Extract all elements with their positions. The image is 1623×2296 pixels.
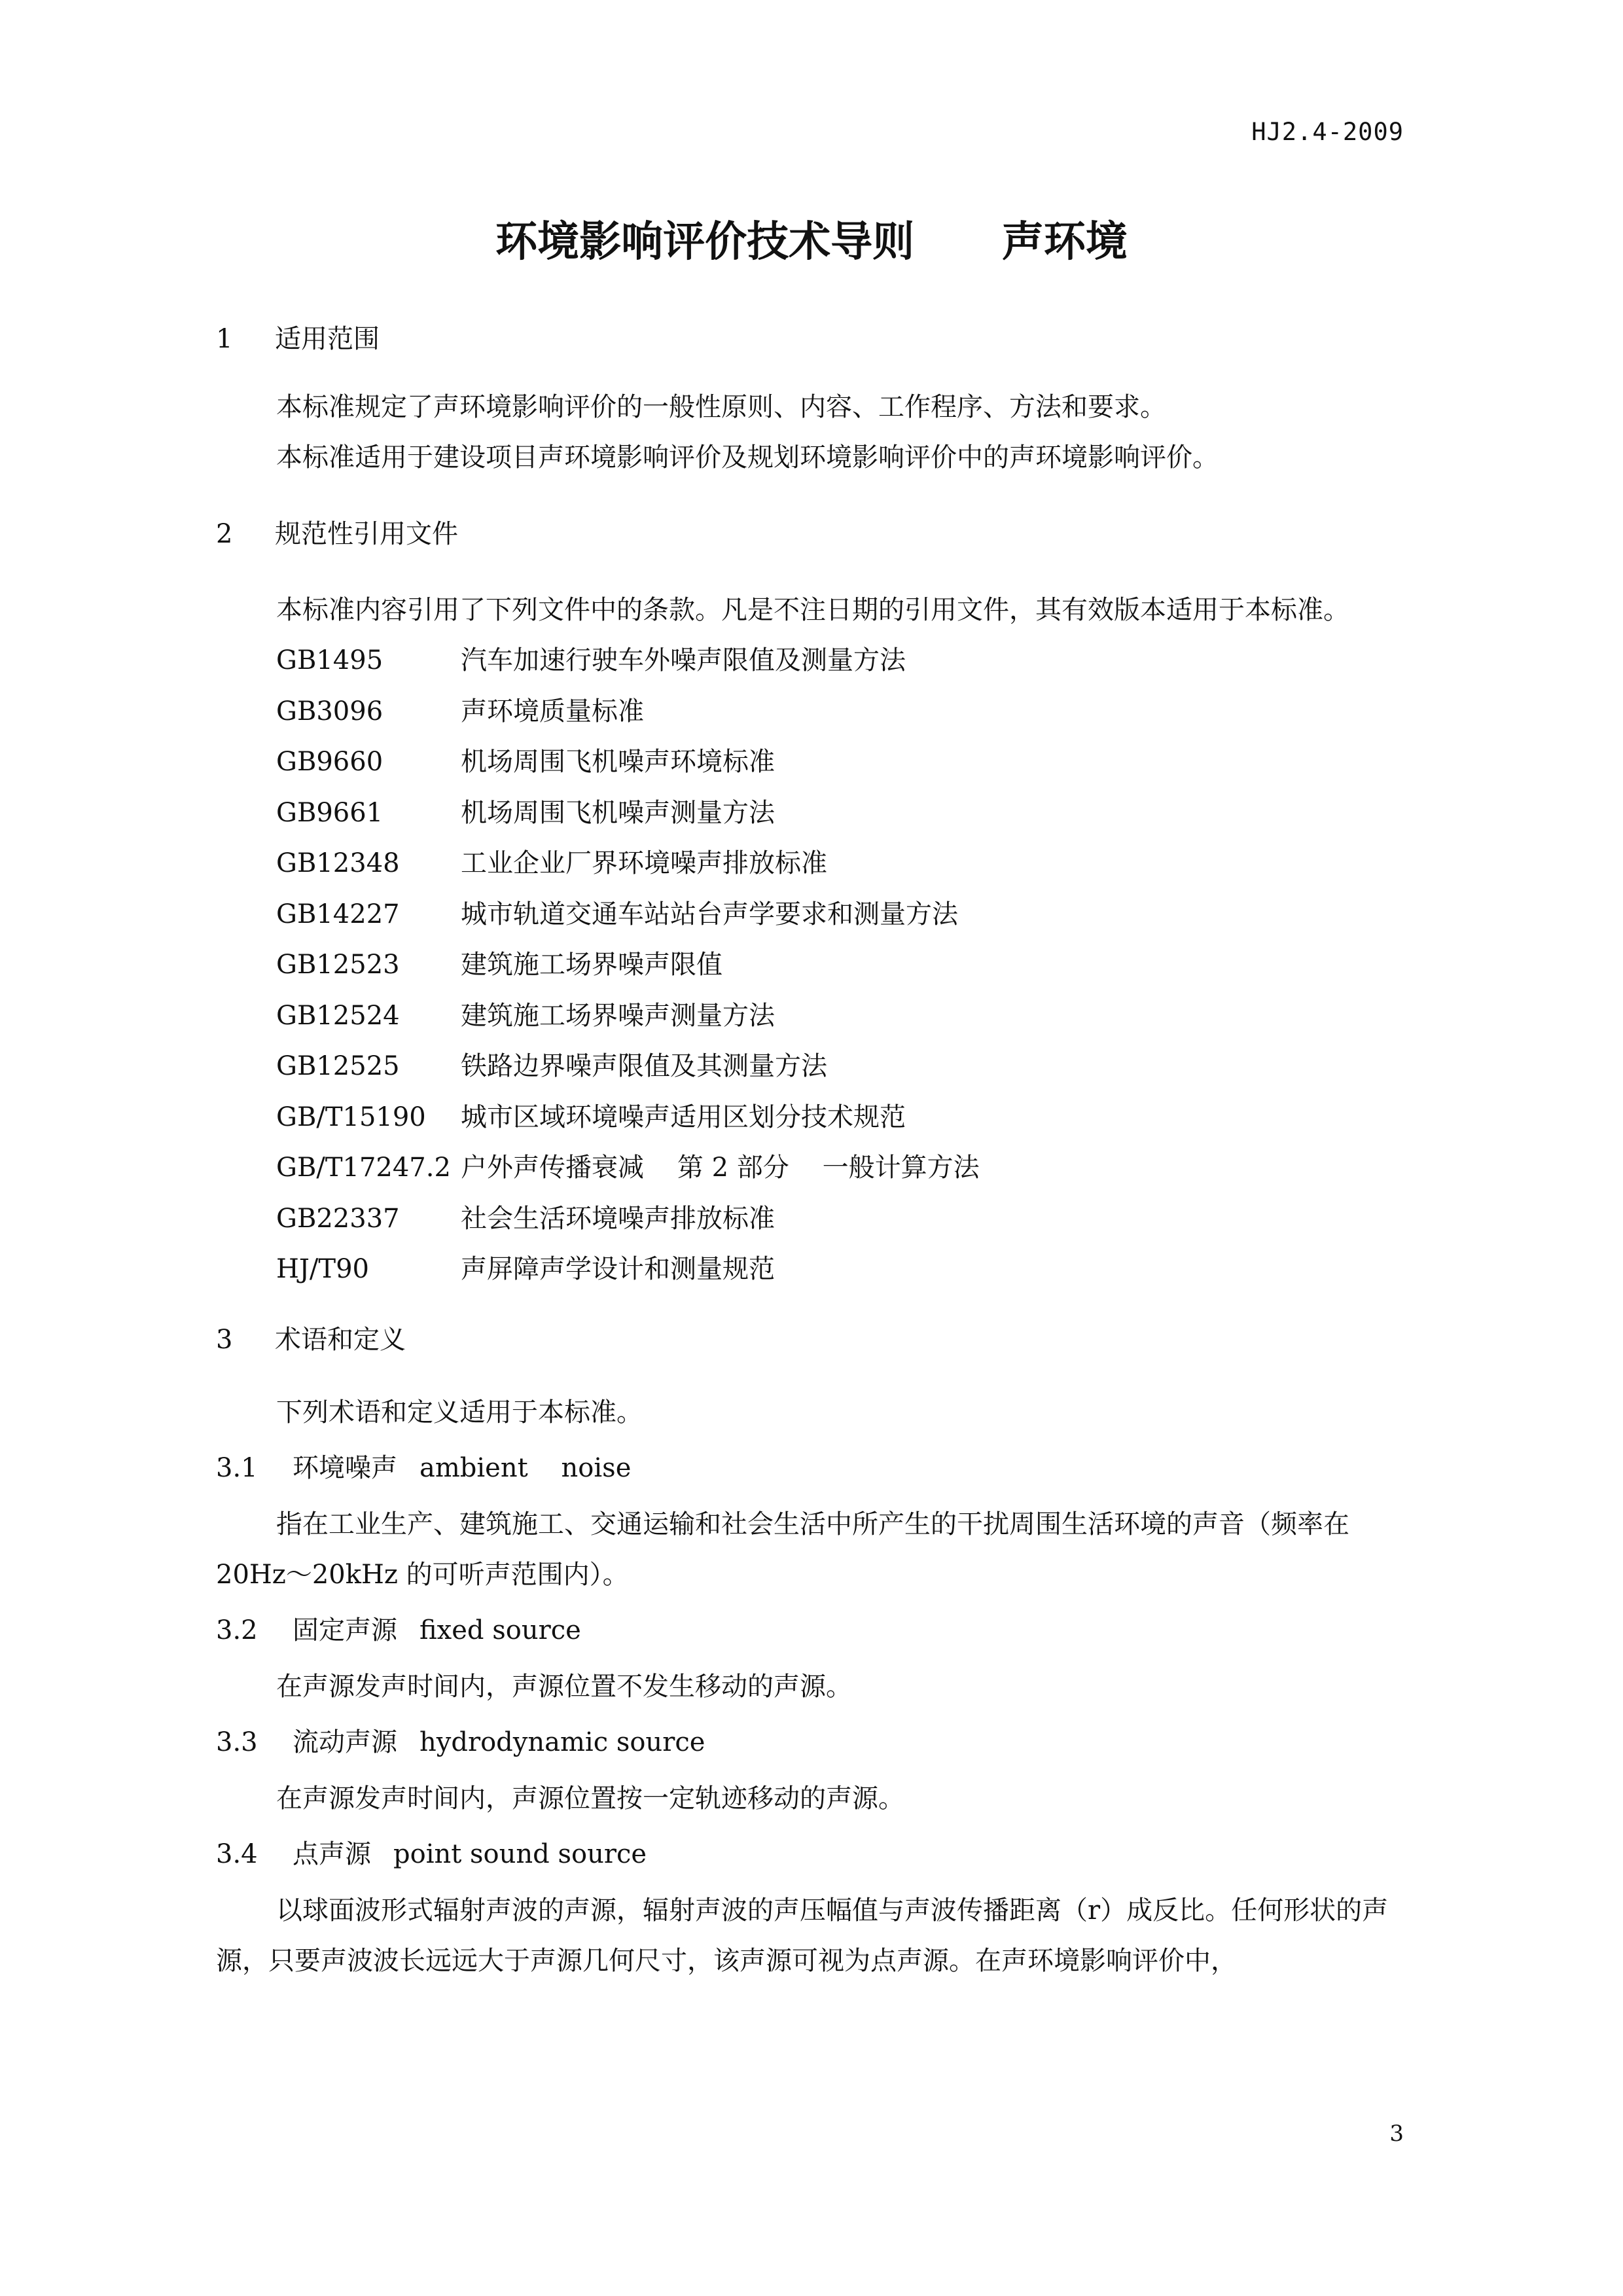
reference-code: GB/T15190 [276, 1102, 426, 1132]
term-heading [216, 1612, 1408, 1649]
reference-code: GB/T17247.2 [276, 1153, 451, 1183]
reference-item [216, 737, 1408, 788]
paragraph: 本标准内容引用了下列文件中的条款。凡是不注日期的引用文件，其有效版本适用于本标准。 [276, 595, 1349, 625]
reference-title: 工业企业厂界环境噪声排放标准 [461, 848, 827, 878]
reference-code: GB12525 [276, 1051, 400, 1081]
reference-code: GB22337 [276, 1203, 400, 1234]
document-title: 环境影响评价技术导则 声环境 [495, 218, 1128, 266]
reference-item [216, 636, 1408, 687]
term-english: point sound source [393, 1839, 647, 1869]
reference-code: GB1495 [276, 645, 383, 675]
term-english: fixed source [419, 1615, 581, 1645]
section-heading [216, 1321, 1408, 1358]
reference-item [216, 991, 1408, 1042]
reference-code: GB12348 [276, 848, 400, 878]
reference-item [216, 1092, 1408, 1143]
reference-title: 建筑施工场界噪声限值 [461, 950, 722, 980]
term-english: hydrodynamic source [419, 1727, 705, 1757]
reference-code: GB9661 [276, 797, 383, 828]
reference-title: 建筑施工场界噪声测量方法 [461, 1000, 775, 1031]
reference-title: 铁路边界噪声限值及其测量方法 [461, 1051, 827, 1081]
reference-title: 机场周围飞机噪声环境标准 [461, 747, 775, 777]
reference-item [216, 1194, 1408, 1245]
reference-title: 声屏障声学设计和测量规范 [461, 1254, 775, 1284]
term-chinese: 环境噪声 [293, 1452, 397, 1483]
term-heading [216, 1450, 1408, 1486]
reference-item [216, 1041, 1408, 1092]
reference-item [216, 788, 1408, 839]
reference-title: 机场周围飞机噪声测量方法 [461, 797, 775, 828]
reference-item [216, 940, 1408, 991]
document-body [216, 321, 1408, 1986]
reference-code: GB9660 [276, 747, 383, 777]
term-chinese: 流动声源 [293, 1727, 397, 1757]
reference-item [216, 1244, 1408, 1295]
section-number: 3 [216, 1324, 233, 1355]
section-heading [216, 321, 1408, 357]
term-chinese: 固定声源 [293, 1615, 397, 1645]
term-chinese: 点声源 [293, 1839, 371, 1869]
section-title: 规范性引用文件 [275, 519, 458, 549]
term-number: 3.4 [216, 1839, 258, 1869]
reference-code: GB14227 [276, 899, 400, 929]
term-number: 3.3 [216, 1727, 258, 1757]
term-definition: 以球面波形式辐射声波的声源，辐射声波的声压幅值与声波传播距离（r）成反比。任何形状的声源，只要声波波长远远大于声源几何尺寸，该声源可视为点声源。在声环境影响评价中， [216, 1895, 1389, 1976]
reference-item [216, 889, 1408, 941]
reference-code: GB12524 [276, 1000, 400, 1031]
reference-title: 城市区域环境噪声适用区划分技术规范 [461, 1102, 906, 1132]
term-heading [216, 1836, 1408, 1873]
section-title: 术语和定义 [275, 1324, 406, 1355]
reference-title: 汽车加速行驶车外噪声限值及测量方法 [461, 645, 906, 675]
term-heading [216, 1724, 1408, 1761]
term-definition: 指在工业生产、建筑施工、交通运输和社会生活中所产生的干扰周围生活环境的声音（频率在 20Hz～20kHz 的可听声范围内）。 [216, 1509, 1349, 1590]
reference-item [216, 838, 1408, 889]
reference-title: 社会生活环境噪声排放标准 [461, 1203, 775, 1234]
reference-code: HJ/T90 [276, 1254, 369, 1284]
section-title: 适用范围 [275, 324, 380, 354]
reference-item [216, 1143, 1408, 1194]
reference-list [216, 636, 1408, 1295]
standard-code: HJ2.4-2009 [1251, 118, 1404, 146]
reference-item [216, 687, 1408, 738]
term-definition: 在声源发声时间内，声源位置不发生移动的声源。 [276, 1671, 852, 1702]
reference-title: 声环境质量标准 [461, 696, 644, 726]
term-definition: 在声源发声时间内，声源位置按一定轨迹移动的声源。 [276, 1783, 904, 1814]
reference-code: GB3096 [276, 696, 383, 726]
page-number: 3 [1389, 2121, 1404, 2147]
term-number: 3.1 [216, 1452, 258, 1483]
section-number: 2 [216, 519, 233, 549]
term-english: ambient noise [419, 1452, 632, 1483]
section-number: 1 [216, 324, 233, 354]
reference-code: GB12523 [276, 950, 400, 980]
reference-title: 城市轨道交通车站站台声学要求和测量方法 [461, 899, 958, 929]
term-number: 3.2 [216, 1615, 258, 1645]
reference-title: 户外声传播衰减 第 2 部分 一般计算方法 [461, 1153, 980, 1183]
paragraph: 本标准适用于建设项目声环境影响评价及规划环境影响评价中的声环境影响评价。 [276, 442, 1219, 473]
paragraph: 下列术语和定义适用于本标准。 [276, 1397, 643, 1427]
paragraph: 本标准规定了声环境影响评价的一般性原则、内容、工作程序、方法和要求。 [276, 392, 1166, 422]
section-heading [216, 516, 1408, 552]
